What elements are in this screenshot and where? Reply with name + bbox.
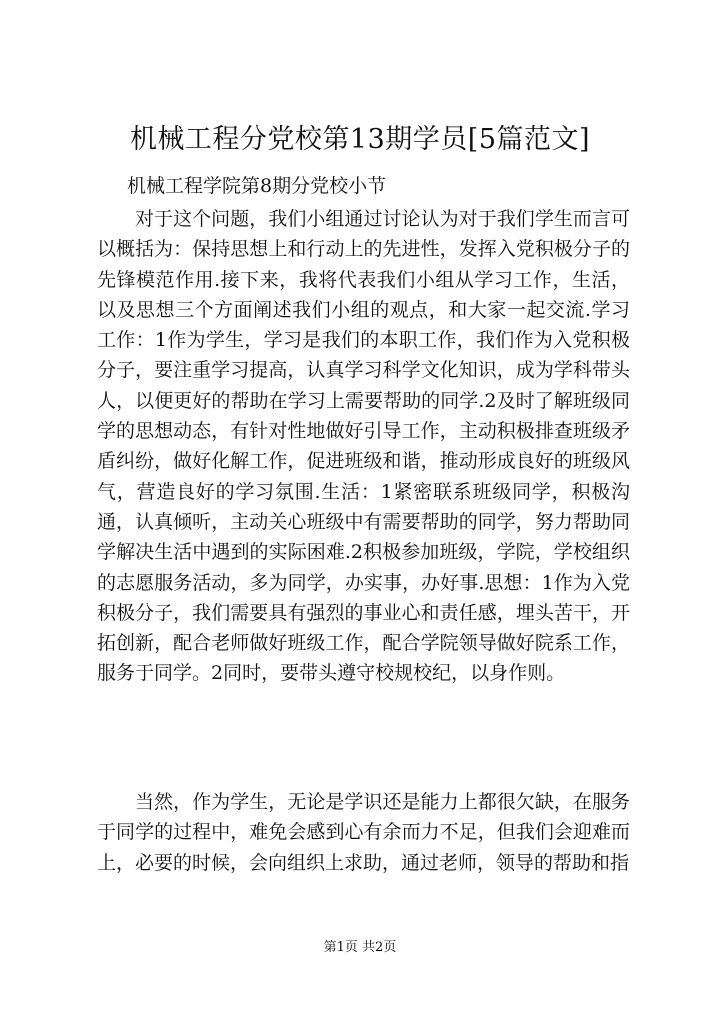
body-paragraph: 当然，作为学生，无论是学识还是能力上都很欠缺，在服务于同学的过程中，难免会感到心有余而力不足，但我们会迎难而上，必要的时候，会向组织上求助，通过老师，领导的帮助和指 [97,791,630,874]
page-footer: 第1页 共2页 [323,940,397,955]
body-paragraph: 对于这个问题，我们小组通过讨论认为对于我们学生而言可以概括为：保持思想上和行动上的先进性，发挥入党积极分子的先锋模范作用.接下来，我将代表我们小组从学习工作，生活，以及思想三个方面阐述我们小组的观点，和大家一起交流.学习工作：1作为学生，学习是我们的本职工作，我们作为入党积极分子，要注重学习提高，认真学习科学文化知识，成为学科带头人，以便更好的帮助在学习上需要帮助的同学.2及时了解班级同学的思想动态，有针对性地做好引导工作，主动积极排查班级矛盾纠纷，做好化解工作，促进班级和谐，推动形成良好的班级风气，营造良好的学习氛围.生活：1紧密联系班级同学，积极沟通，认真倾听，主动关心班级中有需要帮助的同学，努力帮助同学解决生活中遇到的实际困难.2积极参加班级，学院，学校组织的志愿服务活动，多为同学，办实事，办好事.思想：1作为入党积极分子，我们需要具有强烈的事业心和责任感，埋头苦干，开拓创新，配合老师做好班级工作，配合学院领导做好院系工作，服务于同学。2同时，要带头遵守校规校纪，以身作则。 [97,208,630,685]
document-title: 机械工程分党校第13期学员[5篇范文] [129,124,591,155]
document-subtitle: 机械工程学院第8期分党校小节 [127,175,387,197]
